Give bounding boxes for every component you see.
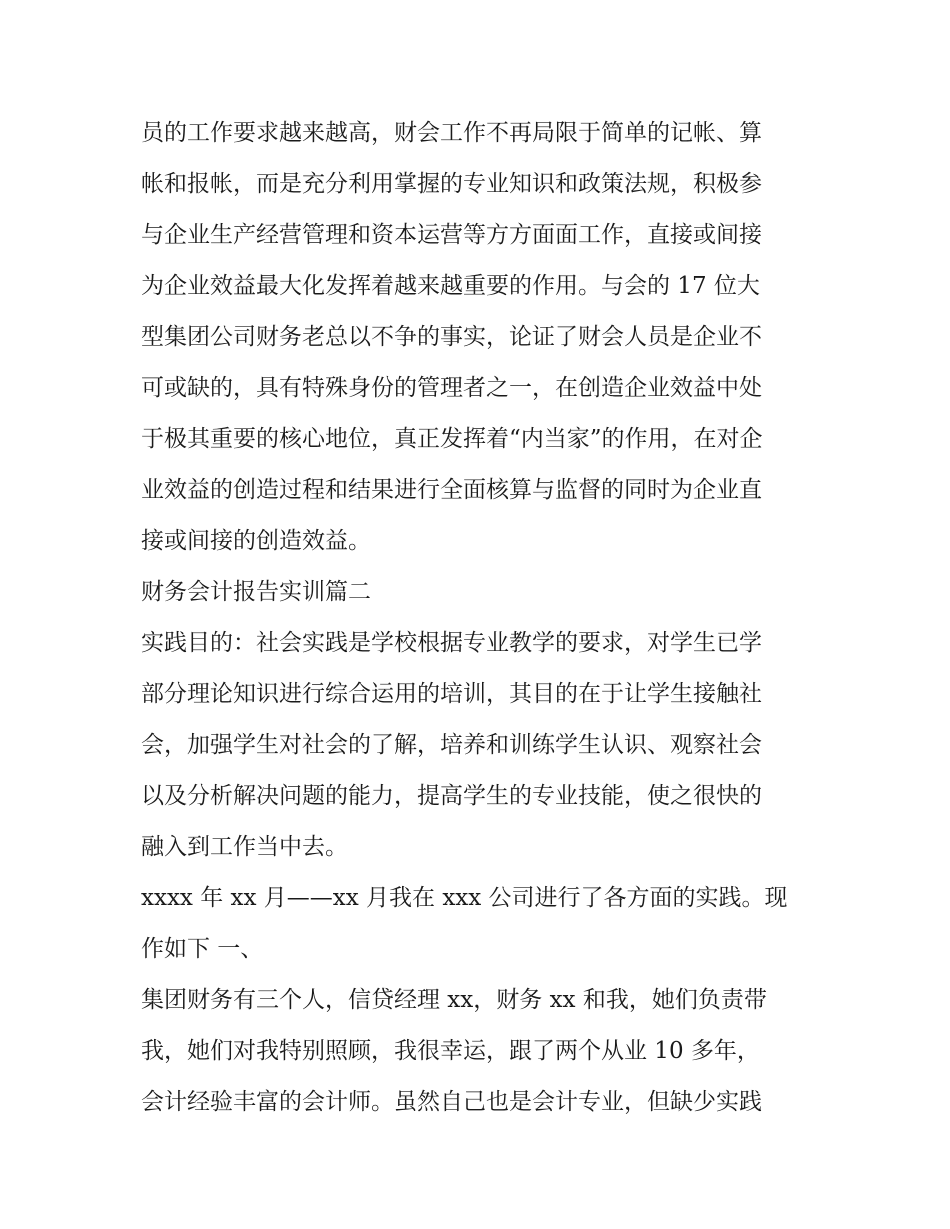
document-body <box>141 108 821 1128</box>
text-line: 作如下 一、 <box>141 936 264 962</box>
text-line: 以及分析解决问题的能力，提高学生的专业技能，使之很快的 <box>141 783 762 809</box>
text-line: 于极其重要的核心地位，真正发挥着“内当家”的作用，在对企 <box>141 426 763 452</box>
text-line: 部分理论知识进行综合运用的培训，其目的在于让学生接触社 <box>141 681 762 707</box>
text-line: 与企业生产经营管理和资本运营等方方面面工作，直接或间接 <box>141 222 762 248</box>
text-line: 型集团公司财务老总以不争的事实，论证了财会人员是企业不 <box>141 324 762 350</box>
text-line: 我，她们对我特别照顾，我很幸运，跟了两个从业 10 多年， <box>141 1038 760 1064</box>
text-line: 会计经验丰富的会计师。虽然自己也是会计专业，但缺少实践 <box>141 1089 762 1115</box>
text-line: 接或间接的创造效益。 <box>141 528 371 554</box>
text-line: 业效益的创造过程和结果进行全面核算与监督的同时为企业直 <box>141 477 762 503</box>
section-heading: 财务会计报告实训篇二 <box>141 579 371 605</box>
text-line: 为企业效益最大化发挥着越来越重要的作用。与会的 17 位大 <box>141 273 760 299</box>
text-line: 集团财务有三个人，信贷经理 xx，财务 xx 和我，她们负责带 <box>141 987 767 1013</box>
text-line: 可或缺的，具有特殊身份的管理者之一，在创造企业效益中处 <box>141 375 762 401</box>
text-line: 融入到工作当中去。 <box>141 834 348 860</box>
text-line: 员的工作要求越来越高，财会工作不再局限于简单的记帐、算 <box>141 120 762 146</box>
text-line: 帐和报帐，而是充分利用掌握的专业知识和政策法规，积极参 <box>141 171 762 197</box>
text-line: 会，加强学生对社会的了解，培养和训练学生认识、观察社会 <box>141 732 762 758</box>
text-line: xxxx 年 xx 月——xx 月我在 xxx 公司进行了各方面的实践。现 <box>141 885 788 911</box>
text-line: 实践目的：社会实践是学校根据专业教学的要求，对学生已学 <box>141 630 762 656</box>
